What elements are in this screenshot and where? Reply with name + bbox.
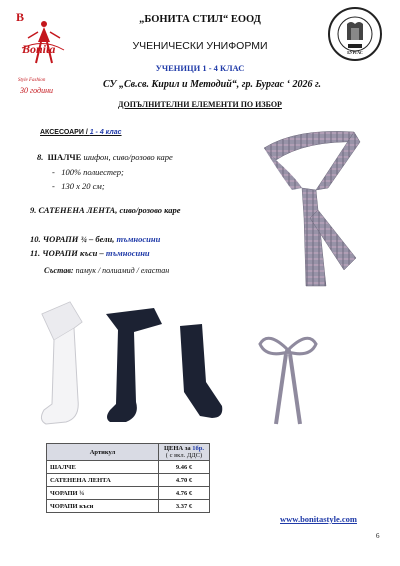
price-header-a: ЦЕНА за bbox=[163, 445, 193, 452]
item-9-description: , сиво/розово каре bbox=[115, 205, 181, 215]
school-name: СУ „Св.св. Кирил и Методий“, гр. Бургас ‘ 2026 г. bbox=[102, 79, 322, 90]
item-8-name: ШАЛЧЕ bbox=[47, 152, 82, 162]
item-8-description: шифон, сиво/розово каре bbox=[81, 152, 173, 162]
scarf-image bbox=[256, 118, 376, 288]
price-column-header bbox=[159, 444, 210, 461]
accessories-heading bbox=[40, 129, 122, 136]
logo-brand: Bonita bbox=[22, 42, 56, 56]
item-11-color: тъмносини bbox=[105, 248, 150, 258]
item-10-color: тъмносини bbox=[116, 234, 161, 244]
item-10-name: 10. ЧОРАПИ ¾ – бели, bbox=[30, 234, 117, 244]
navy-short-sock-graphic bbox=[172, 322, 226, 422]
item-11-name: 11. ЧОРАПИ къси – bbox=[30, 248, 106, 258]
logo-tagline: Style Fashion bbox=[18, 78, 46, 83]
website-link[interactable]: www.bonitastyle.com bbox=[280, 514, 357, 524]
item-11 bbox=[30, 248, 150, 258]
row-price: 4.70 € bbox=[159, 474, 210, 487]
table-row bbox=[47, 461, 210, 474]
row-price: 3.37 € bbox=[159, 500, 210, 513]
section-title bbox=[80, 100, 320, 109]
svg-text:B: B bbox=[16, 10, 25, 24]
table-row bbox=[47, 487, 210, 500]
accessories-heading-text: АКСЕСОАРИ bbox=[40, 129, 84, 136]
item-8-spec-2: - 130 х 20 см; bbox=[52, 181, 105, 191]
composition bbox=[44, 266, 169, 275]
price-table bbox=[46, 443, 210, 513]
white-sock-graphic bbox=[36, 300, 96, 430]
row-name: САТЕНЕНА ЛЕНТА bbox=[47, 474, 159, 487]
navy-knee-sock-image bbox=[104, 306, 168, 428]
item-8-number: 8. bbox=[37, 152, 44, 162]
row-name: ШАЛЧЕ bbox=[47, 461, 159, 474]
row-price: 4.76 € bbox=[159, 487, 210, 500]
row-name: ЧОРАПИ ¾ bbox=[47, 487, 159, 500]
subtitle: УЧЕНИЧЕСКИ УНИФОРМИ bbox=[132, 40, 268, 52]
price-header-c: ( с вкл. ДДС) bbox=[165, 452, 203, 459]
price-table-header bbox=[47, 444, 210, 461]
composition-text: памук / полиамид / еластан bbox=[73, 266, 170, 275]
table-row bbox=[47, 500, 210, 513]
row-price: 9.46 € bbox=[159, 461, 210, 474]
item-8-spec-1-text: 100% полиестер; bbox=[61, 167, 124, 177]
item-9-name: 9. САТЕНЕНА ЛЕНТА bbox=[30, 205, 116, 215]
article-column-header: Артикул bbox=[47, 444, 159, 461]
item-9 bbox=[30, 205, 181, 215]
white-sock-image bbox=[36, 300, 96, 430]
accessories-heading-sep: / bbox=[83, 129, 90, 136]
navy-short-sock-image bbox=[172, 322, 226, 422]
school-seal bbox=[327, 6, 383, 62]
navy-knee-sock-graphic bbox=[104, 306, 168, 428]
ribbon-graphic bbox=[254, 322, 322, 426]
scarf-graphic bbox=[256, 118, 376, 288]
item-10 bbox=[30, 234, 160, 244]
item-8 bbox=[37, 152, 173, 162]
row-name: ЧОРАПИ къси bbox=[47, 500, 159, 513]
accessories-heading-grade: 1 - 4 клас bbox=[89, 129, 122, 136]
composition-label: Състав: bbox=[44, 266, 74, 275]
table-row bbox=[47, 474, 210, 487]
ribbon-image bbox=[254, 322, 322, 426]
logo-years: 30 години bbox=[20, 86, 54, 95]
price-header-b: 1бр. bbox=[192, 445, 204, 452]
school-seal-city: БУРГАС bbox=[347, 50, 363, 55]
section-title-text: ДОПЪЛНИТЕЛНИ ЕЛЕМЕНТИ ПО ИЗБОР bbox=[118, 100, 282, 109]
grade-label: УЧЕНИЦИ 1 - 4 КЛАС bbox=[155, 63, 245, 73]
item-8-spec-1: - 100% полиестер; bbox=[52, 167, 124, 177]
item-8-spec-2-text: 130 х 20 см; bbox=[61, 181, 105, 191]
company-name: „БОНИТА СТИЛ“ ЕООД bbox=[139, 14, 261, 25]
page-number: 6 bbox=[376, 532, 380, 540]
